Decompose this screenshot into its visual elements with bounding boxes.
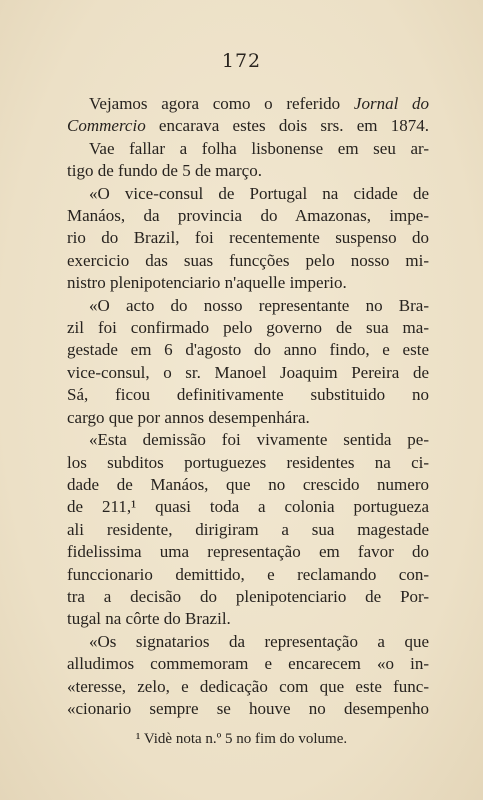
text-line: tugal na côrte do Brazil. bbox=[67, 609, 231, 629]
text-line: fidelissima uma representação em favor do bbox=[67, 542, 429, 562]
text-line: «O vice-consul de Portugal na cidade de bbox=[89, 183, 429, 203]
text-line: tra a decisão do plenipotenciario de Por- bbox=[67, 586, 429, 606]
page-number: 172 bbox=[221, 50, 262, 72]
text-line: «Esta demissão foi vivamente sentida pe- bbox=[89, 430, 429, 450]
text-line: «Os signatarios da representação a que bbox=[89, 631, 429, 651]
text-line: vice-consul, o sr. Manoel Joaquim Pereira de bbox=[67, 362, 429, 382]
text-line: Manáos, da provincia do Amazonas, impe- bbox=[67, 206, 429, 226]
text-line: «teresse, zelo, e dedicação com que este func- bbox=[67, 676, 429, 696]
text-line: de 211,¹ quasi toda a colonia portugueza bbox=[67, 497, 429, 517]
body-text bbox=[67, 93, 429, 720]
text-line: los subditos portuguezes residentes na ci- bbox=[67, 452, 429, 472]
text-line: cargo que por annos desempenhára. bbox=[67, 407, 310, 427]
text-line: zil foi confirmado pelo governo de sua ma- bbox=[67, 318, 429, 338]
text-line: nistro plenipotenciario n'aquelle imperio. bbox=[67, 273, 347, 293]
text-line: funccionario demittido, e reclamando con- bbox=[67, 564, 429, 584]
text-line: tigo de fundo de 5 de março. bbox=[67, 161, 262, 181]
text-line: dade de Manáos, que no crescido numero bbox=[67, 474, 429, 494]
footnote: ¹ Vidè nota n.º 5 no fim do volume. bbox=[135, 731, 348, 747]
text-line: exercicio das suas funcções pelo nosso mi- bbox=[67, 250, 429, 270]
text-line: Vae fallar a folha lisbonense em seu ar- bbox=[89, 138, 429, 158]
text-line: Sá, ficou definitivamente substituido no bbox=[67, 385, 429, 405]
text-line: Vejamos agora como o referido Jornal do bbox=[89, 94, 429, 113]
text-line: rio do Brazil, foi recentemente suspenso do bbox=[67, 228, 429, 248]
text-line: alludimos commemoram e encarecem «o in- bbox=[67, 654, 429, 674]
text-line: «O acto do nosso representante no Bra- bbox=[89, 295, 429, 315]
text-line: Commercio encarava estes dois srs. em 1874. bbox=[67, 116, 429, 136]
text-line: «cionario sempre se houve no desempenho bbox=[67, 698, 429, 718]
text-line: gestade em 6 d'agosto do anno findo, e este bbox=[67, 340, 429, 360]
text-line: ali residente, dirigiram a sua magestade bbox=[67, 519, 429, 539]
